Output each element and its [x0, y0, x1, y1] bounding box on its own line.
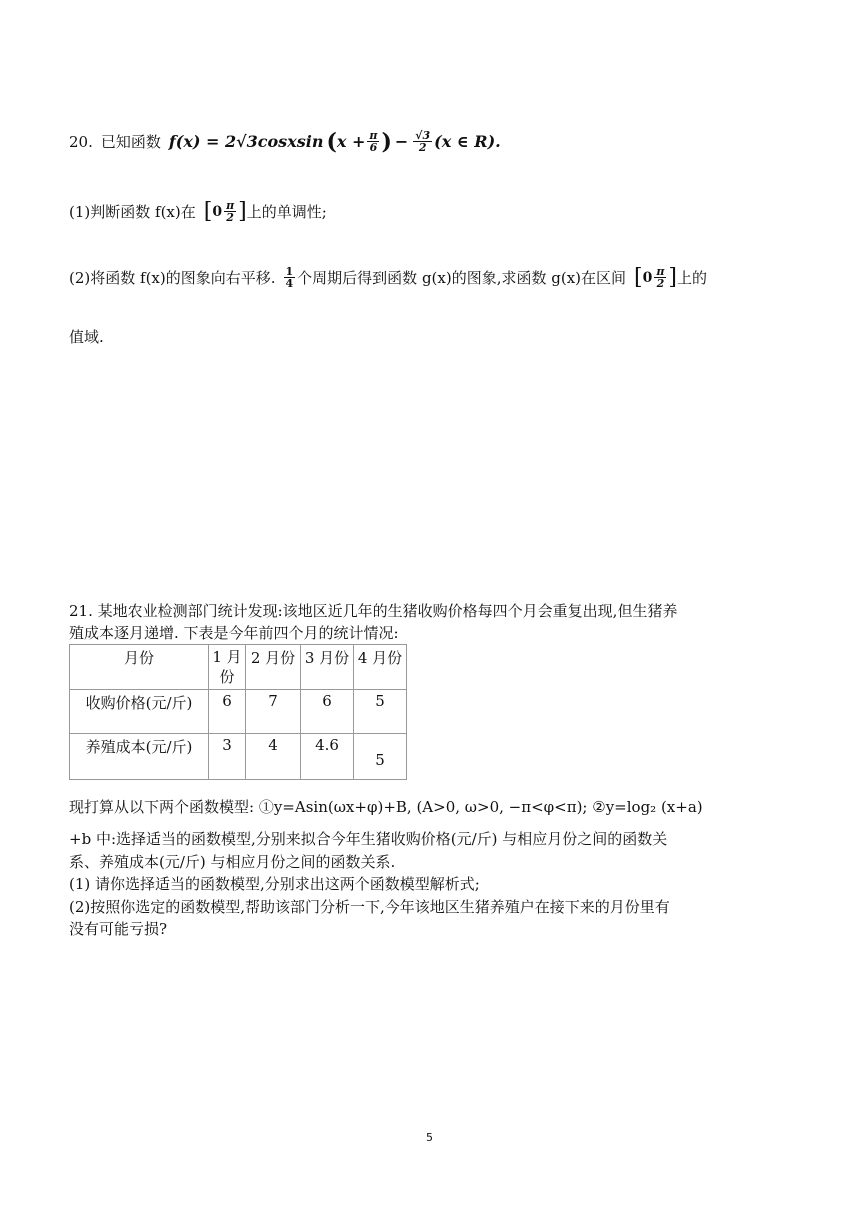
- table-cell: 3: [209, 734, 246, 780]
- q21-line6: (1) 请你选择适当的函数模型,分别求出这两个函数模型解析式;: [69, 875, 480, 893]
- sqrt3-over-2: $\frac{√3}{2}$: [415, 129, 431, 154]
- stats-table: [69, 644, 407, 780]
- q21-line4: +b 中:选择适当的函数模型,分别来拟合今年生猪收购价格(元/斤) 与相应月份之间的函数关: [69, 830, 668, 848]
- table-cell: 6: [301, 690, 354, 734]
- q21-line7: (2)按照你选定的函数模型,帮助该部门分析一下,今年该地区生猪养殖户在接下来的月份里有: [69, 898, 670, 916]
- pi-over-6: $\frac{\pi}{6}$: [369, 129, 378, 154]
- table-cell: 4: [246, 734, 301, 780]
- table-row: [70, 690, 407, 734]
- header-month-1: 1 月 份: [209, 645, 246, 690]
- q21-line5: 系、养殖成本(元/斤) 与相应月份之间的函数关系.: [69, 853, 396, 871]
- q21-line8: 没有可能亏损?: [69, 920, 168, 938]
- q20-part1: (1)判断函数 f(x)在 [ 0 $\frac{\pi}{2}$ ] 上的单调性;: [69, 198, 327, 224]
- interval-0-pi-2-b: [ 0 $\frac{\pi}{2}$ ]: [634, 264, 678, 290]
- header-month-4: 4 月份: [354, 645, 407, 690]
- q21-line1: 21. 某地农业检测部门统计发现:该地区近几年的生猪收购价格每四个月会重复出现,但生猪养: [69, 602, 678, 620]
- one-quarter: $\frac{1}{4}$: [285, 265, 294, 290]
- q20-part2-line2: 值域.: [69, 328, 104, 346]
- q20-part2: (2)将函数 f(x)的图象向右平移. $\frac{1}{4}$ 个周期后得到函数 g(x)的图象,求函数 g(x)在区间 [ 0 $\frac{\pi}{2}$ ] 上的: [69, 264, 708, 290]
- q21-line3: 现打算从以下两个函数模型: ①y=Asin(ωx+φ)+B, (A>0, ω>0, −π<φ<π); ②y=log₂ (x+a): [69, 798, 703, 816]
- q21-line2: 殖成本逐月递增. 下表是今年前四个月的统计情况:: [69, 624, 399, 642]
- interval-0-pi-2: [ 0 $\frac{\pi}{2}$ ]: [203, 198, 247, 224]
- row-cost-label: 养殖成本(元/斤): [70, 734, 209, 780]
- header-month-3: 3 月份: [301, 645, 354, 690]
- header-month-2: 2 月份: [246, 645, 301, 690]
- table-cell: 6: [209, 690, 246, 734]
- page-number: 5: [426, 1131, 433, 1144]
- table-cell: 7: [246, 690, 301, 734]
- table-cell: 4.6: [301, 734, 354, 780]
- table-cell: 5: [354, 734, 407, 780]
- row-price-label: 收购价格(元/斤): [70, 690, 209, 734]
- table-header-row: [70, 645, 407, 690]
- header-month-label: 月份: [70, 645, 209, 690]
- q20-formula: f(x) = 2√3cosxsin ( x + $\frac{\pi}{6}$ ) − $\frac{√3}{2}$ (x ∈ R).: [168, 128, 501, 155]
- table-row: [70, 734, 407, 780]
- q20-line1: [69, 130, 501, 153]
- q20-number: 20.: [69, 132, 93, 151]
- table-cell: 5: [354, 690, 407, 734]
- q20-intro: 已知函数: [100, 133, 161, 151]
